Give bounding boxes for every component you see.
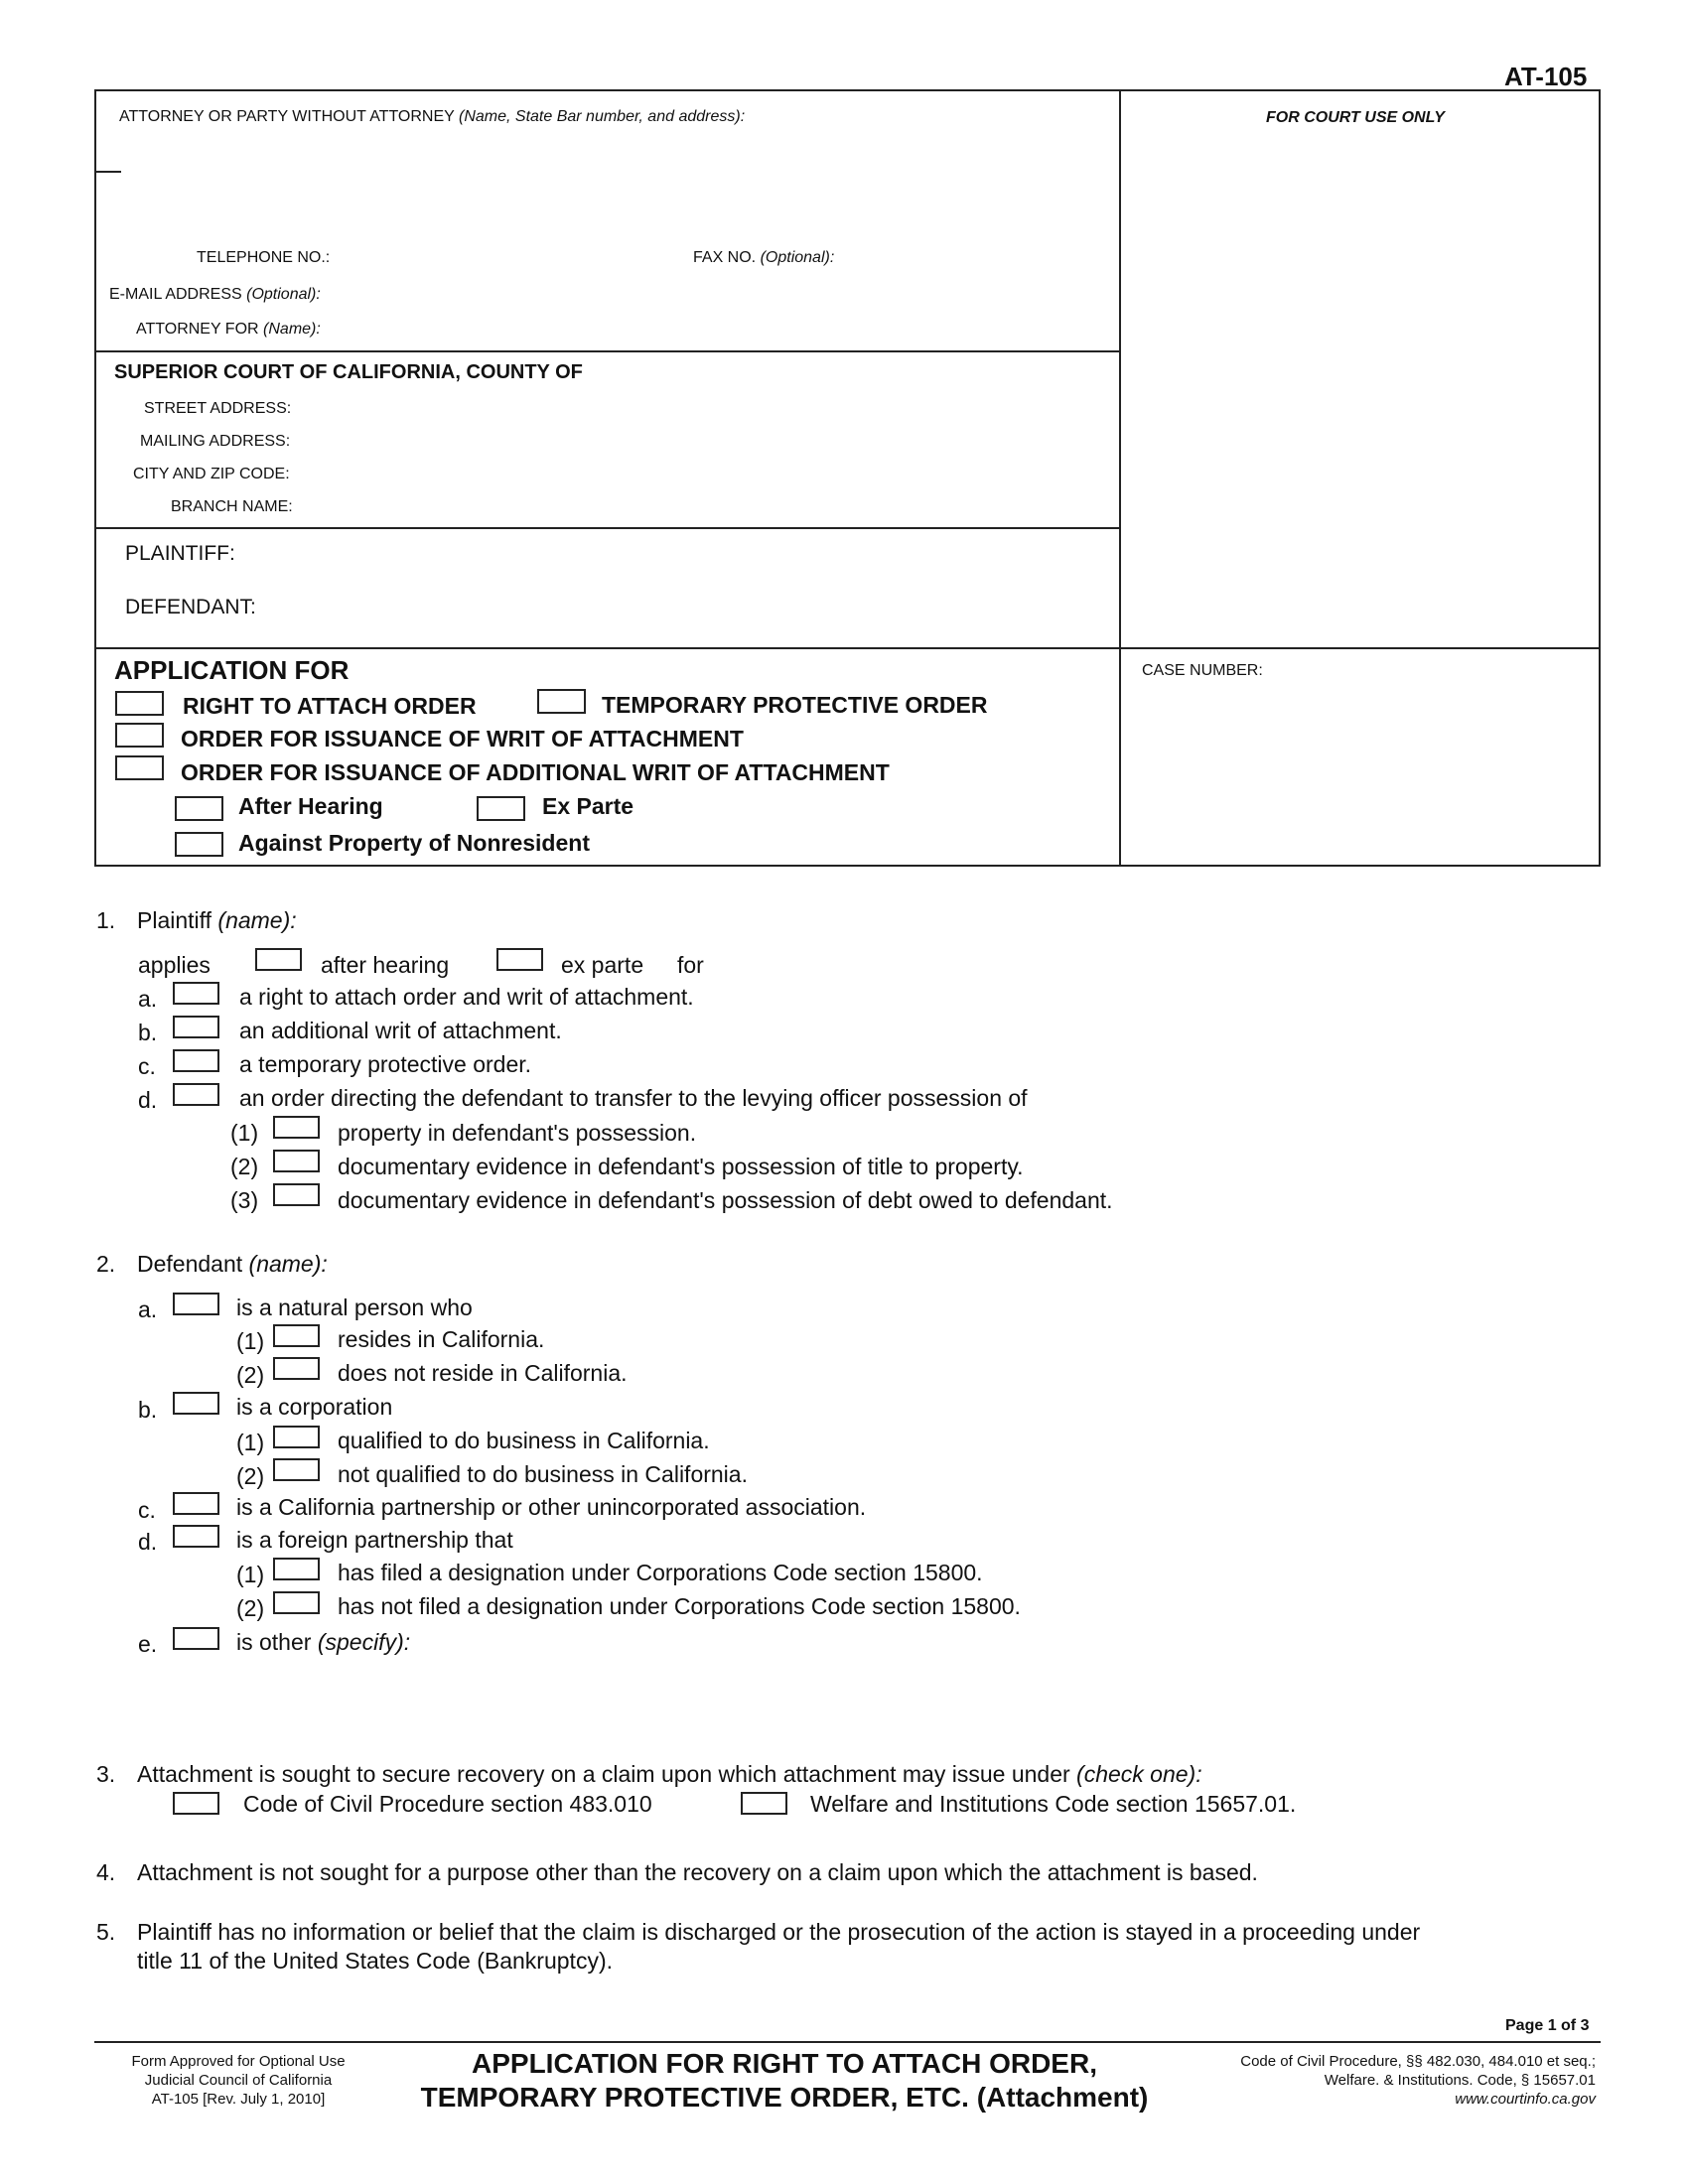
ex-parte-label: Ex Parte — [542, 793, 634, 819]
form-id: AT-105 — [1504, 62, 1588, 91]
item1-d3-label: documentary evidence in defendant's possession of debt owed to defendant. — [338, 1187, 1113, 1213]
footer-rule — [94, 2041, 1601, 2043]
item2-a2-label: does not reside in California. — [338, 1360, 628, 1386]
item1-applies: applies — [138, 952, 211, 978]
divider-attorney — [94, 350, 1120, 352]
application-title: APPLICATION FOR — [114, 655, 350, 685]
item1-b-label: an additional writ of attachment. — [239, 1018, 562, 1043]
checkbox-item1-d2[interactable] — [273, 1150, 320, 1172]
item2-letter-d: d. — [138, 1529, 158, 1555]
item2-a-label: is a natural person who — [236, 1295, 473, 1320]
item1-plaintiff: Plaintiff (name): — [137, 907, 297, 933]
item1-after-hearing-label: after hearing — [321, 952, 450, 978]
item1-ex-parte-label: ex parte — [561, 952, 644, 978]
additional-writ-label: ORDER FOR ISSUANCE OF ADDITIONAL WRIT OF ATTACHMENT — [181, 759, 890, 785]
checkbox-writ[interactable] — [115, 723, 164, 748]
item1-d2-label: documentary evidence in defendant's possession of title to property. — [338, 1154, 1024, 1179]
city-zip-label: CITY AND ZIP CODE: — [133, 466, 290, 482]
item1-number: 1. — [96, 907, 116, 933]
after-hearing-label: After Hearing — [238, 793, 383, 819]
checkbox-after-hearing[interactable] — [175, 796, 223, 821]
checkbox-additional-writ[interactable] — [115, 755, 164, 780]
footer-right: Code of Civil Procedure, §§ 482.030, 484.010 et seq.; Welfare. & Institutions. Code, § 15657.01 www.courtinfo.ca.gov — [1240, 2053, 1596, 2108]
divider-parties — [94, 647, 1601, 649]
writ-label: ORDER FOR ISSUANCE OF WRIT OF ATTACHMENT — [181, 726, 744, 751]
item3-welfare-label: Welfare and Institutions Code section 15657.01. — [810, 1791, 1297, 1817]
item1-d1-label: property in defendant's possession. — [338, 1120, 697, 1146]
attorney-label: ATTORNEY OR PARTY WITHOUT ATTORNEY (Name, State Bar number, and address): — [119, 108, 746, 125]
checkbox-item2-a[interactable] — [173, 1293, 219, 1315]
item2-b2-number: (2) — [236, 1463, 265, 1489]
item1-d2-number: (2) — [230, 1154, 259, 1179]
street-address-label: STREET ADDRESS: — [144, 400, 292, 417]
case-number-label: CASE NUMBER: — [1142, 662, 1263, 679]
checkbox-item1-d3[interactable] — [273, 1183, 320, 1206]
checkbox-item2-e[interactable] — [173, 1627, 219, 1650]
item1-letter-a: a. — [138, 986, 158, 1012]
item2-b-label: is a corporation — [236, 1394, 393, 1420]
item3-text: Attachment is sought to secure recovery on a claim upon which attachment may issue under (check one): — [137, 1761, 1202, 1787]
item3-number: 3. — [96, 1761, 116, 1787]
item2-b1-number: (1) — [236, 1430, 265, 1455]
checkbox-item2-d2[interactable] — [273, 1591, 320, 1614]
item1-for: for — [677, 952, 704, 978]
item2-letter-c: c. — [138, 1497, 156, 1523]
item1-d3-number: (3) — [230, 1187, 259, 1213]
checkbox-item1-c[interactable] — [173, 1049, 219, 1072]
item2-d2-number: (2) — [236, 1595, 265, 1621]
divider-court — [94, 527, 1120, 529]
checkbox-tpo[interactable] — [537, 689, 586, 714]
item5-line1: Plaintiff has no information or belief that the claim is discharged or the prosecution of the action is stayed in a proceeding under — [137, 1919, 1421, 1945]
court-title: SUPERIOR COURT OF CALIFORNIA, COUNTY OF — [114, 361, 583, 383]
item2-b2-label: not qualified to do business in California. — [338, 1461, 748, 1487]
checkbox-item1-ex-parte[interactable] — [496, 948, 543, 971]
branch-name-label: BRANCH NAME: — [171, 498, 293, 515]
checkbox-item2-d1[interactable] — [273, 1558, 320, 1580]
tpo-label: TEMPORARY PROTECTIVE ORDER — [602, 692, 988, 718]
item1-d1-number: (1) — [230, 1120, 259, 1146]
item2-b1-label: qualified to do business in California. — [338, 1428, 710, 1453]
checkbox-item2-a2[interactable] — [273, 1357, 320, 1380]
item3-ccp-label: Code of Civil Procedure section 483.010 — [243, 1791, 652, 1817]
nonresident-label: Against Property of Nonresident — [238, 830, 590, 856]
item2-a2-number: (2) — [236, 1362, 265, 1388]
attorney-marker — [96, 171, 121, 173]
checkbox-item2-d[interactable] — [173, 1525, 219, 1548]
item4-text: Attachment is not sought for a purpose other than the recovery on a claim upon which the attachment is based. — [137, 1859, 1258, 1885]
defendant-label: DEFENDANT: — [125, 596, 256, 618]
item2-a1-number: (1) — [236, 1328, 265, 1354]
checkbox-item1-a[interactable] — [173, 982, 219, 1005]
item1-a-label: a right to attach order and writ of attachment. — [239, 984, 694, 1010]
court-use-label: FOR COURT USE ONLY — [1266, 109, 1445, 126]
item1-letter-d: d. — [138, 1087, 158, 1113]
vertical-divider — [1119, 89, 1121, 867]
item2-d1-label: has filed a designation under Corporations Code section 15800. — [338, 1560, 983, 1585]
checkbox-item2-c[interactable] — [173, 1492, 219, 1515]
telephone-label: TELEPHONE NO.: — [197, 249, 331, 266]
footer-left: Form Approved for Optional Use Judicial Council of California AT-105 [Rev. July 1, 2010] — [131, 2053, 346, 2108]
page-number: Page 1 of 3 — [1505, 2017, 1590, 2034]
checkbox-item2-a1[interactable] — [273, 1324, 320, 1347]
fax-label: FAX NO. (Optional): — [693, 249, 835, 266]
item5-line2: title 11 of the United States Code (Bankruptcy). — [137, 1948, 613, 1974]
checkbox-item1-b[interactable] — [173, 1016, 219, 1038]
item1-letter-b: b. — [138, 1020, 158, 1045]
email-label: E-MAIL ADDRESS (Optional): — [109, 286, 321, 303]
item2-d-label: is a foreign partnership that — [236, 1527, 513, 1553]
item2-defendant: Defendant (name): — [137, 1251, 328, 1277]
item5-number: 5. — [96, 1919, 116, 1945]
item1-letter-c: c. — [138, 1053, 156, 1079]
footer-title: APPLICATION FOR RIGHT TO ATTACH ORDER, TEMPORARY PROTECTIVE ORDER, ETC. (Attachment) — [420, 2048, 1149, 2113]
checkbox-item2-b[interactable] — [173, 1392, 219, 1415]
item1-d-label: an order directing the defendant to transfer to the levying officer possession of — [239, 1085, 1028, 1111]
checkbox-nonresident[interactable] — [175, 832, 223, 857]
item2-d2-label: has not filed a designation under Corporations Code section 15800. — [338, 1593, 1021, 1619]
checkbox-item3-welfare[interactable] — [741, 1792, 787, 1815]
checkbox-item1-d[interactable] — [173, 1083, 219, 1106]
plaintiff-label: PLAINTIFF: — [125, 542, 235, 565]
checkbox-item3-ccp[interactable] — [173, 1792, 219, 1815]
item2-d1-number: (1) — [236, 1562, 265, 1587]
checkbox-item2-b1[interactable] — [273, 1426, 320, 1448]
item2-a1-label: resides in California. — [338, 1326, 545, 1352]
checkbox-item1-d1[interactable] — [273, 1116, 320, 1139]
checkbox-ex-parte[interactable] — [477, 796, 525, 821]
item2-letter-a: a. — [138, 1297, 158, 1322]
item2-letter-e: e. — [138, 1631, 158, 1657]
item4-number: 4. — [96, 1859, 116, 1885]
checkbox-item1-after-hearing[interactable] — [255, 948, 302, 971]
attorney-for-label: ATTORNEY FOR (Name): — [136, 321, 321, 338]
item2-e-label: is other (specify): — [236, 1629, 411, 1655]
item2-letter-b: b. — [138, 1397, 158, 1423]
item2-number: 2. — [96, 1251, 116, 1277]
item2-c-label: is a California partnership or other unincorporated association. — [236, 1494, 867, 1520]
right-to-attach-label: RIGHT TO ATTACH ORDER — [183, 693, 477, 719]
mailing-address-label: MAILING ADDRESS: — [140, 433, 291, 450]
checkbox-right-to-attach[interactable] — [115, 691, 164, 716]
item1-c-label: a temporary protective order. — [239, 1051, 532, 1077]
checkbox-item2-b2[interactable] — [273, 1458, 320, 1481]
